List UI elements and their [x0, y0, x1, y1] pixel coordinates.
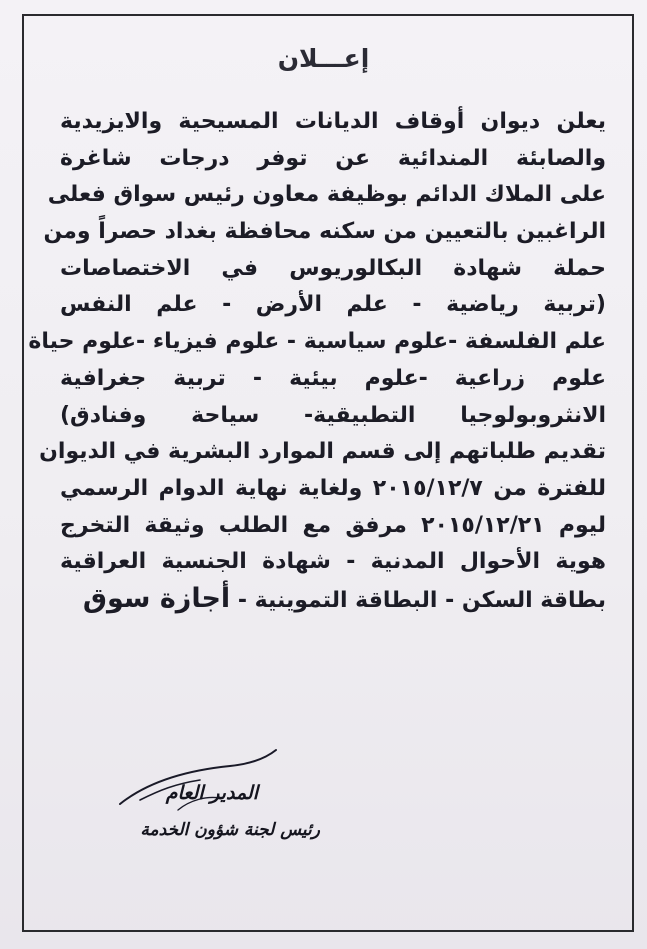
body-line-2: والصابئة المندائية عن توفر درجات شاغرة	[60, 145, 606, 171]
body-line-14-text: بطاقة السكن - البطاقة التموينية -	[230, 587, 606, 613]
signature-block	[80, 740, 320, 860]
signature-subtitle: رئيس لجنة شؤون الخدمة	[140, 820, 320, 840]
body-line-1: يعلن ديوان أوقاف الديانات المسيحية والايزيدية	[60, 109, 606, 134]
body-line-8: علوم زراعية -علوم بيئية - تربية جغرافية	[60, 365, 606, 391]
signature-title: المدير العام	[165, 782, 258, 804]
body-line-3: على الملاك الدائم بوظيفة معاون رئيس سواق فعلى	[47, 182, 606, 208]
driving-license-emphasis: أجازة سوق	[82, 582, 231, 614]
body-line-11: للفترة من ٢٠١٥/١٢/٧ ولغاية نهاية الدوام الرسمي	[60, 475, 606, 501]
body-line-4: الراغبين بالتعيين من سكنه محافظة بغداد حصراً ومن	[43, 219, 606, 245]
body-line-12: ليوم ٢٠١٥/١٢/٢١ مرفق مع الطلب وثيقة التخرج	[60, 512, 606, 538]
announcement-title: إعـــلان	[277, 44, 370, 73]
body-line-14	[60, 581, 606, 618]
body-line-5: حملة شهادة البكالوريوس في الاختصاصات	[60, 255, 606, 281]
body-line-6: (تربية رياضية - علم الأرض - علم النفس	[60, 292, 606, 318]
announcement-body	[28, 104, 606, 618]
body-line-7: علم الفلسفة -علوم سياسية - علوم فيزياء -علوم حياة	[28, 329, 606, 355]
body-line-9: الانثروبولوجيا التطبيقية- سياحة وفنادق)	[60, 402, 606, 428]
body-line-10: تقديم طلباتهم إلى قسم الموارد البشرية في الديوان	[39, 439, 606, 465]
body-line-13: هوية الأحوال المدنية - شهادة الجنسية العراقية	[60, 549, 606, 575]
